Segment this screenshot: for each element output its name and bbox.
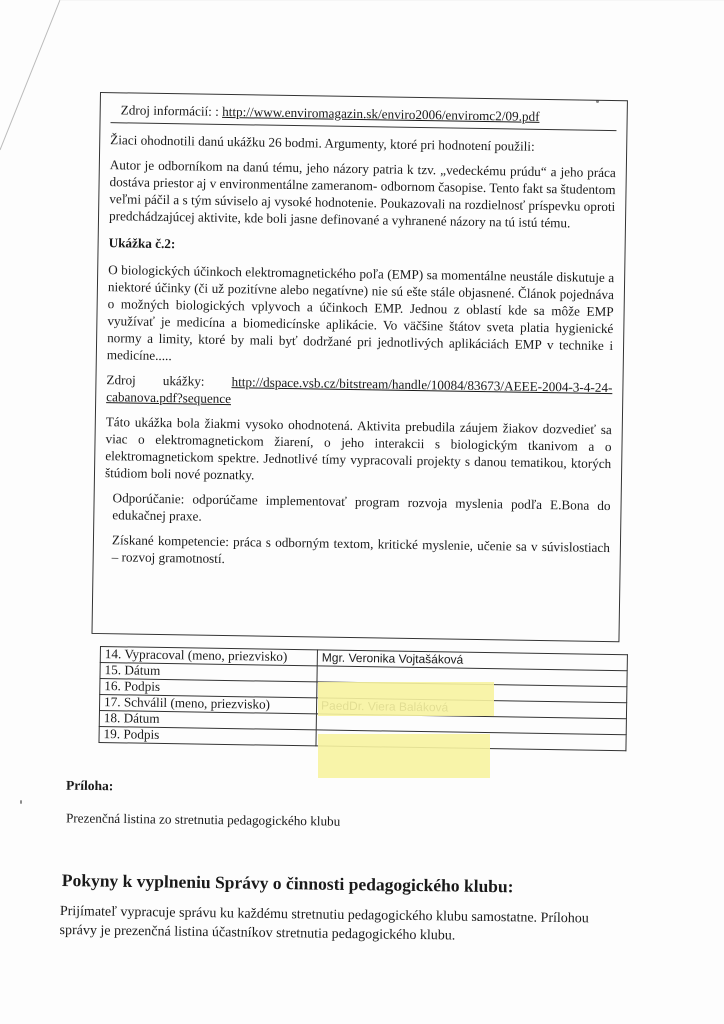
attachment-text: Prezenčná listina zo stretnutia pedagogického klubu [65,810,341,829]
redacted-signature-1 [318,682,494,716]
source1-line [111,101,617,131]
row-label: 17. Schválil (meno, priezvisko) [99,695,316,714]
sample2-text: O biologických účinkoch elektromagnetického poľa (EMP) sa momentálne neustále diskutuje a niektoré účinky (či už pozitívne alebo negatívne) nie sú ešte stále objasnené. Článok pojednáva o možných biologických vplyvoch a účinkoch EMP. Jednou z oblastí kde sa môže EMP využívať je medicína a biomedicínske aplikácie. Vo väčšine štátov sveta platia hygienické normy a limity, ktoré by mali byť dodržané pri jednotlivých aplikáciách EMP v technike i medicíne..... [106,262,615,364]
scan-speck [20,800,22,804]
sample-evaluation-box [91,92,627,642]
row-label: 15. Dátum [100,663,317,682]
row-label: 16. Podpis [100,679,317,698]
source1-link[interactable]: http://www.enviromagazin.sk/enviro2006/enviromc2/09.pdf [222,103,540,124]
redacted-signature-2 [318,734,490,778]
evaluation-text: Táto ukážka bola žiakmi vysoko ohodnotená. Aktivita prebudila záujem žiakov dozvedieť sa viac o elektromagnetickom žiarení, o jeho interakcii s biologickým tkanivom a o elektromagnetickom spektre. Jednotlivé tímy vypracovali projekty s danou tematikou, ktorých štúdiom boli nové poznatky. [104,414,612,483]
rating-text: Žiaci ohodnotili danú ukážku 26 bodmi. Argumenty, ktoré pri hodnotení použili: [110,132,535,154]
source2-label: Zdroj ukážky: [106,372,205,389]
attachment-title: Príloha: [65,777,114,794]
row-label: 19. Podpis [99,726,316,745]
row-value: Mgr. Veronika Vojtašáková [317,650,627,671]
instructions-text: Prijímateľ vypracuje správu ku každému stretnutiu pedagogického klubu samostatne. Prílohou správy je prezenčná listina účastníkov stretnutia pedagogického klubu. [59,903,589,944]
argument-text: Autor je odborníkom na danú tému, jeho názory patria k tzv. „vedeckému prúdu“ a jeho práca dostáva priestor aj v environmentálne zameranom- odbornom časopise. Tento fakt sa študentom veľmi páčil a s tým súviselo aj vysoké hodnotenie. Poukazovali na rozdielnosť príspevku oproti predchádzajúcej aktivite, kde boli jasne definované a vyhranené názory na tú istú tému. [108,157,616,231]
source1-label: Zdroj informácií: : [120,102,219,119]
competencies-text: Získané kompetencie: práca s odborným textom, kritické myslenie, učenie sa v súvislostiach – rozvoj gramotností. [111,532,611,567]
source2-link[interactable]: http://dspace.vsb.cz/bitstream/handle/10084/83673/AEEE-2004-3-4-24-cabanova.pdf?sequence [106,374,613,407]
sample2-heading: Ukážka č.2: [108,235,176,252]
row-label: 18. Dátum [99,710,316,729]
row-label: 14. Vypracoval (meno, priezvisko) [100,647,317,666]
recommendation-text: Odporúčanie: odporúčame implementovať program rozvoja myslenia podľa E.Bona do edukačnej praxe. [112,490,611,524]
source2-line [106,371,612,413]
instructions-title: Pokyny k vyplneniu Správy o činnosti pedagogického klubu: [61,870,514,897]
